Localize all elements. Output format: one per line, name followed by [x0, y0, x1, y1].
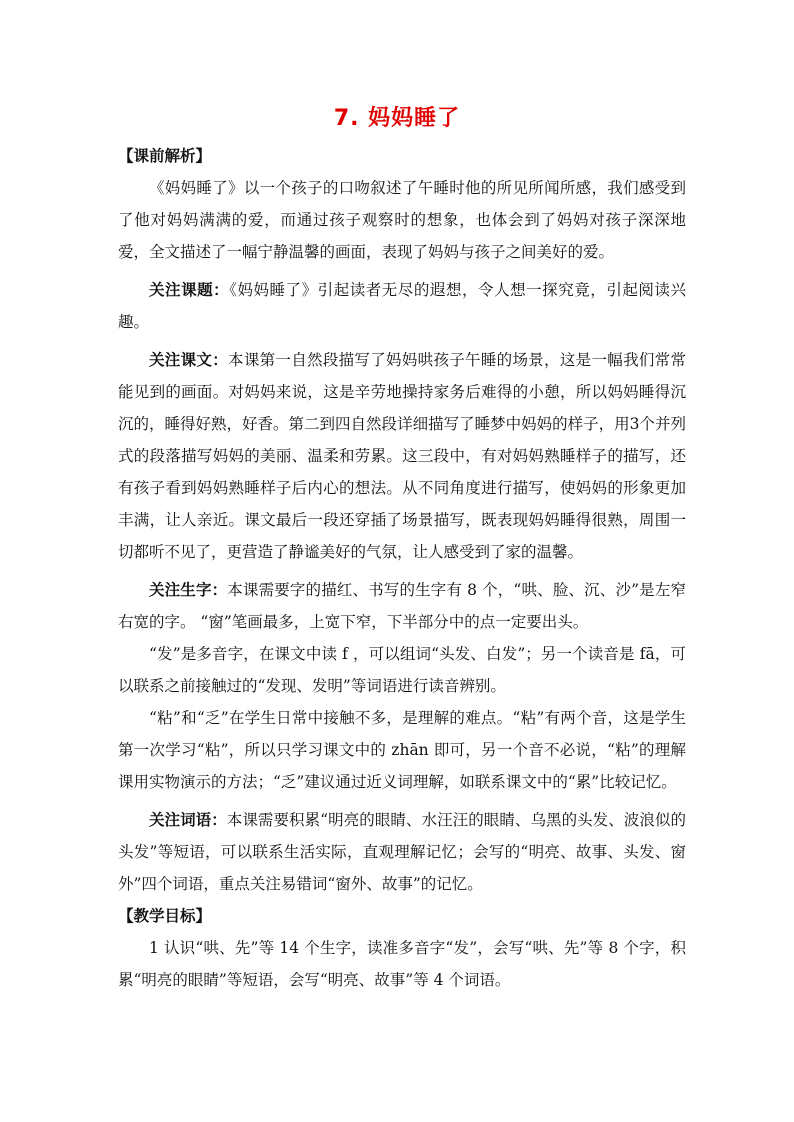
- topic-text: 《妈妈睡了》引起读者无尽的遐想，令人想一探究竟，引起阅读兴趣。: [118, 281, 686, 331]
- words-body: 本课需要积累“明亮的眼睛、水汪汪的眼睛、乌黑的头发、波浪似的头发”等短语，可以联系生活实际，直观理解记忆；会写的“明亮、故事、头发、窗外”四个词语，重点关注易错词“窗外、故事”的记忆。: [118, 811, 686, 893]
- page-title: 7. 妈妈睡了: [333, 106, 461, 131]
- document-body: [118, 140, 686, 996]
- topic-paragraph: [118, 274, 686, 338]
- text-body: 本课第一自然段描写了妈妈哄孩子午睡的场景，这是一幅我们常常能见到的画面。对妈妈来说，这是辛劳地操持家务后难得的小憩，所以妈妈睡得沉沉的，睡得好熟，好香。第二到四自然段详细描写了睡梦中妈妈的样子，用3个并列式的段落描写妈妈的美丽、温柔和劳累。这三段中，有对妈妈熟睡样子的描写，还有孩子看到妈妈熟睡样子后内心的想法。从不同角度进行描写，使妈妈的形象更加丰满，让人亲近。课文最后一段还穿插了场景描写，既表现妈妈睡得很熟，周围一切都听不见了，更营造了静谧美好的气氛，让人感受到了家的温馨。: [118, 351, 686, 561]
- topic-label: 关注课题：: [149, 280, 230, 299]
- text-paragraph: [118, 344, 686, 568]
- words-label: 关注词语：: [149, 810, 227, 829]
- section-heading-goals: 【教学目标】: [118, 906, 212, 925]
- goal-item-1: 1 认识“哄、先”等 14 个生字，读准多音字“发”，会写“哄、先”等 8 个字，积累“明亮的眼睛”等短语，会写“明亮、故事”等 4 个词语。: [118, 939, 686, 989]
- zhan-paragraph: “粘”和“乏”在学生日常中接触不多，是理解的难点。“粘”有两个音，这是学生第一次学习“粘”，所以只学习课文中的 zhān 即可，另一个音不必说，“粘”的理解课用实物演示的方法；“乏”建议通过近义词理解，如联系课文中的“累”比较记忆。: [118, 709, 686, 791]
- chars-label: 关注生字：: [149, 580, 228, 599]
- words-paragraph: [118, 804, 686, 900]
- fa-paragraph: “发”是多音字，在课文中读 f ，可以组词“头发、白发”；另一个读音是 fā，可以联系之前接触过的“发现、发明”等词语进行读音辨别。: [118, 645, 686, 695]
- analysis-intro-paragraph: 《妈妈睡了》以一个孩子的口吻叙述了午睡时他的所见所闻所感，我们感受到了他对妈妈满满的爱，而通过孩子观察时的想象，也体会到了妈妈对孩子深深地爱，全文描述了一幅宁静温馨的画面，表现了妈妈与孩子之间美好的爱。: [118, 179, 686, 261]
- section-heading-analysis: 【课前解析】: [118, 146, 212, 165]
- chars-paragraph: [118, 574, 686, 638]
- text-label: 关注课文：: [149, 350, 229, 369]
- chars-body: 本课需要字的描红、书写的生字有 8 个，“哄、脸、沉、沙”是左窄右宽的字。 “窗”笔画最多，上宽下窄，下半部分中的点一定要出头。: [118, 581, 686, 631]
